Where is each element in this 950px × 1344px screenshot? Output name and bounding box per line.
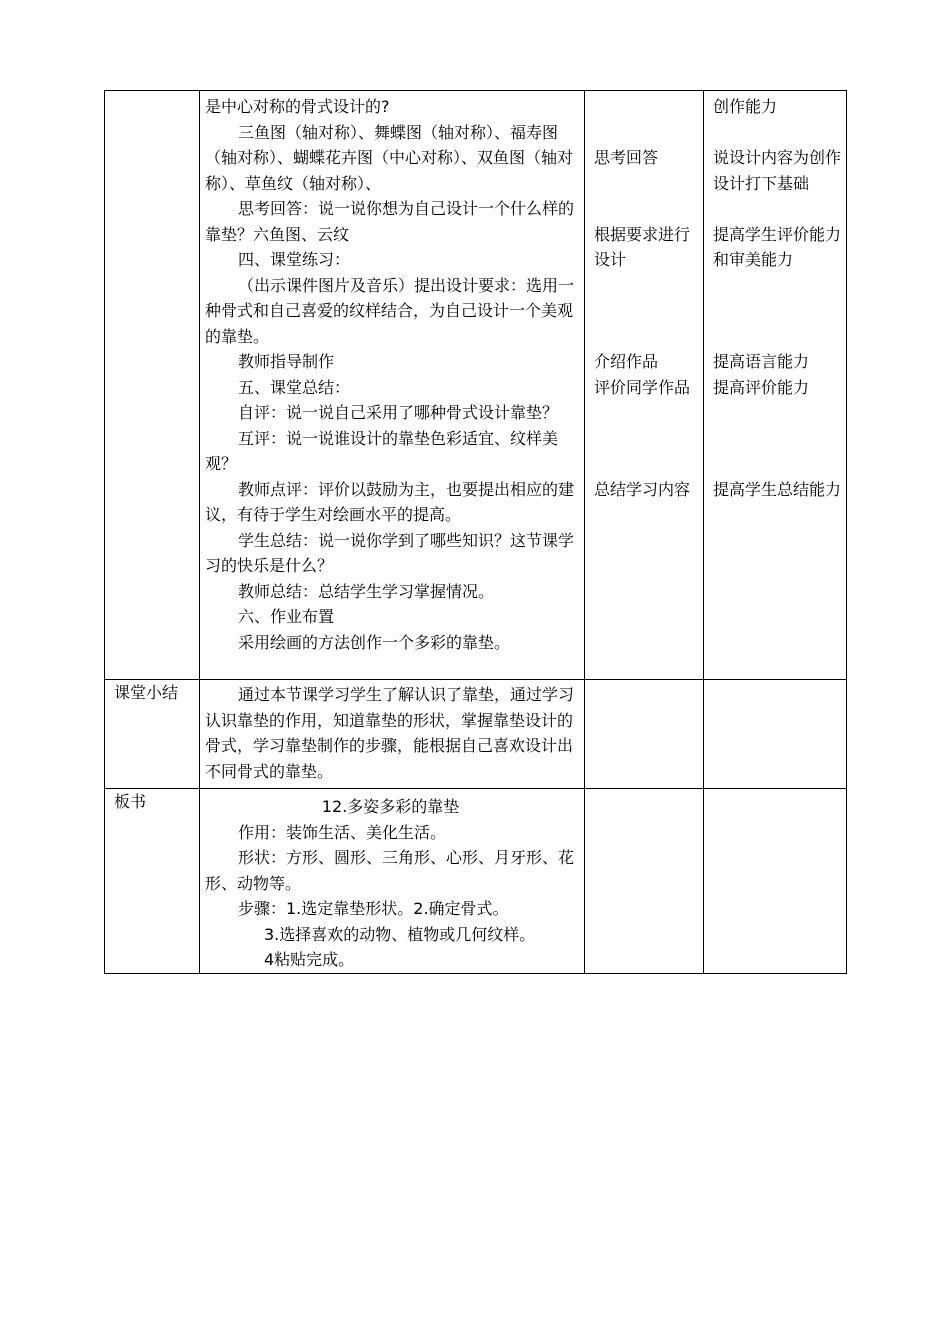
blackboard-title: 12.多姿多彩的靠垫 — [321, 797, 460, 816]
empty-label-cell — [105, 91, 200, 680]
activity-summarize: 总结学习内容 — [594, 479, 691, 499]
process-line: （出示课件图片及音乐）提出设计要求：选用一种骨式和自己喜爱的纹样结合，为自己设计一个美观的靠垫。 — [205, 275, 575, 346]
blackboard-label: 板书 — [105, 789, 200, 974]
process-line: 采用绘画的方法创作一个多彩的靠垫。 — [238, 632, 511, 652]
teaching-process-cell — [200, 91, 585, 680]
teaching-process-row — [105, 91, 847, 680]
lesson-plan-table — [104, 90, 847, 974]
blackboard-shape: 形状：方形、圆形、三角形、心形、月牙形、花形、动物等。 — [205, 848, 575, 893]
process-line: 是中心对称的骨式设计的? — [205, 97, 390, 116]
blackboard-step3: 3.选择喜欢的动物、植物或几何纹样。 — [264, 924, 536, 944]
class-summary-text: 通过本节课学习学生了解认识了靠垫，通过学习认识靠垫的作用，知道靠垫的形状，掌握靠垫设计的骨式，学习靠垫制作的步骤，能根据自己喜欢设计出不同骨式的靠垫。 — [205, 685, 575, 781]
activity-think-answer: 思考回答 — [594, 148, 659, 167]
blackboard-cell — [200, 789, 585, 974]
process-line: 教师总结：总结学生学习掌握情况。 — [238, 581, 495, 601]
process-line: 思考回答：说一说你想为自己设计一个什么样的靠垫？六鱼图、云纹 — [205, 199, 575, 244]
process-line: 教师点评：评价以鼓励为主，也要提出相应的建议，有待于学生对绘画水平的提高。 — [205, 479, 575, 524]
empty-cell — [704, 789, 847, 974]
process-line: 自评：说一说自己采用了哪种骨式设计靠垫？ — [238, 403, 559, 422]
intent-aesthetic: 提高学生评价能力和审美能力 — [713, 224, 842, 269]
activity-design: 根据要求进行设计 — [594, 224, 691, 269]
process-line: 四、课堂练习： — [238, 250, 351, 269]
blackboard-row — [105, 789, 847, 974]
empty-cell — [704, 680, 847, 789]
process-line: 教师指导制作 — [238, 352, 335, 371]
empty-cell — [585, 789, 704, 974]
activity-introduce-work: 介绍作品 — [594, 352, 659, 371]
class-summary-label: 课堂小结 — [105, 680, 200, 789]
process-line: 学生总结：说一说你学到了哪些知识？这节课学习的快乐是什么？ — [205, 530, 575, 575]
design-intent-cell — [704, 91, 847, 680]
intent-summary: 提高学生总结能力 — [713, 479, 842, 499]
blackboard-function: 作用：装饰生活、美化生活。 — [238, 822, 447, 842]
class-summary-row — [105, 680, 847, 789]
empty-cell — [585, 680, 704, 789]
class-summary-cell — [200, 680, 585, 789]
activity-evaluate-peers: 评价同学作品 — [594, 377, 691, 397]
intent-evaluation: 提高评价能力 — [713, 377, 810, 397]
intent-creativity: 创作能力 — [713, 97, 778, 116]
process-line: 三鱼图（轴对称）、舞蝶图（轴对称）、福寿图（轴对称）、蝴蝶花卉图（中心对称）、双鱼图（轴对称）、草鱼纹（轴对称）、 — [205, 122, 574, 193]
intent-language: 提高语言能力 — [713, 352, 810, 371]
intent-foundation: 说设计内容为创作设计打下基础 — [713, 148, 842, 193]
student-activity-cell — [585, 91, 704, 680]
process-line: 互评：说一说谁设计的靠垫色彩适宜、纹样美观？ — [205, 428, 559, 473]
blackboard-step1: 步骤：1.选定靠垫形状。2.确定骨式。 — [238, 899, 509, 918]
process-line: 六、作业布置 — [238, 607, 335, 626]
blackboard-step4: 4粘贴完成。 — [264, 950, 355, 969]
process-line: 五、课堂总结： — [238, 377, 351, 397]
